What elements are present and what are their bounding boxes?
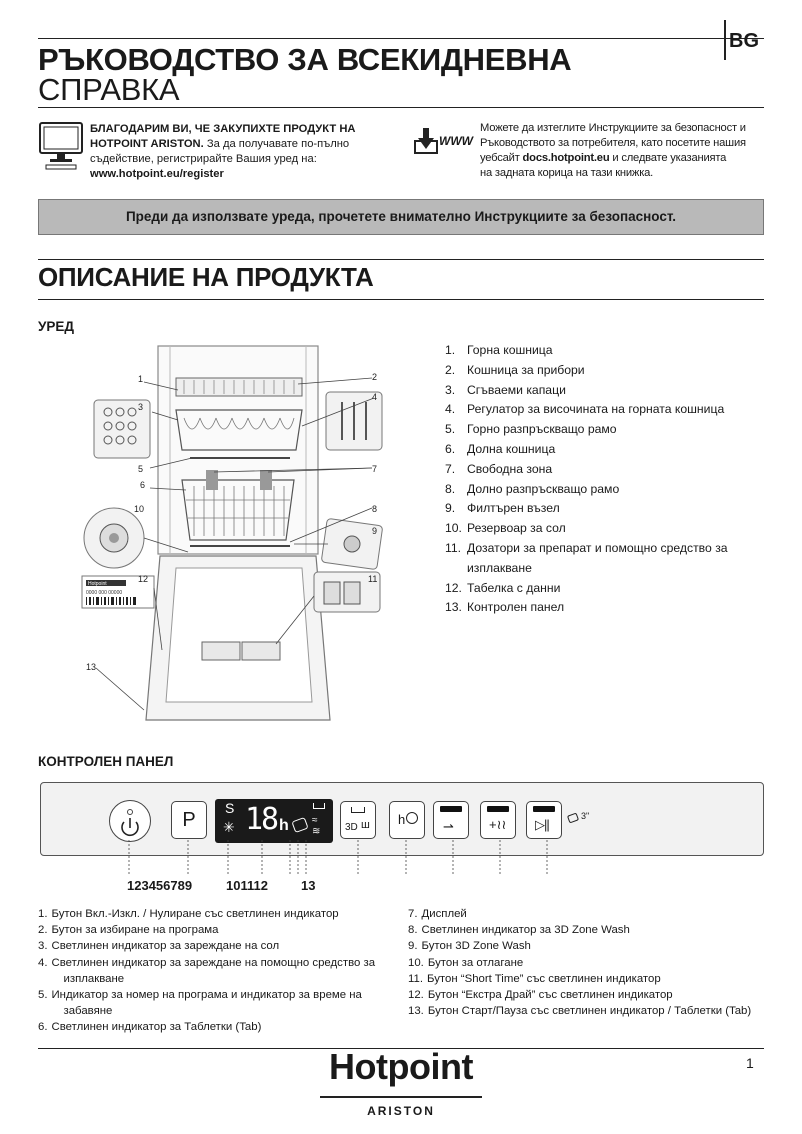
- legend-item-text: [422, 906, 467, 922]
- part-item-text: [467, 381, 747, 401]
- part-item-text: [467, 460, 747, 480]
- monitor-icon: [38, 121, 84, 176]
- legend-item-text: [52, 906, 339, 922]
- parts-list: [445, 341, 747, 618]
- tablet-indicator-icon: [291, 817, 308, 833]
- panel-numbers-group1: 123456789: [127, 878, 193, 893]
- hour-indicator: h: [279, 817, 289, 834]
- delay-button[interactable]: [389, 801, 425, 839]
- legend-item: [38, 955, 398, 987]
- legend-item-number: 1.: [38, 908, 48, 920]
- part-item-text-line1: Сгъваеми капаци: [467, 382, 566, 397]
- callout-2: 2: [372, 372, 378, 382]
- legend-item-text-line1: Бутон Старт/Пауза със светлинен индикатор / Таблетки (Tab): [427, 1005, 752, 1018]
- part-item-number: 2.: [445, 362, 456, 377]
- legend-item-number: 4.: [38, 956, 48, 969]
- part-item-text: [467, 480, 747, 500]
- legend-item: [38, 1019, 398, 1035]
- part-item-number: 13.: [445, 600, 462, 615]
- legend-item-text: [428, 987, 673, 1003]
- download-line2: Ръководството за потребителя, като посетите нашия: [480, 137, 746, 149]
- legend-item-text-line1: Светлинен индикатор за 3D Zone Wash: [421, 924, 630, 937]
- legend-item-text: [52, 955, 376, 987]
- short-time-button[interactable]: [433, 801, 469, 839]
- docs-url[interactable]: docs.hotpoint.eu: [522, 152, 610, 164]
- callout-6: 6: [140, 480, 146, 490]
- legend-item-text: [52, 938, 280, 954]
- part-item-text: [467, 598, 747, 618]
- short-time-led: [440, 806, 462, 812]
- legend-item-text: [52, 922, 219, 938]
- lang-divider: [724, 20, 726, 60]
- callout-4: 4: [372, 392, 378, 402]
- legend-item-text-line1: Бутон 3D Zone Wash: [421, 940, 531, 953]
- tab-small-icon: [567, 813, 579, 824]
- register-text: [90, 122, 390, 182]
- callout-13: 13: [86, 662, 97, 672]
- logo-underline: [320, 1096, 482, 1098]
- part-item: [445, 460, 747, 480]
- register-text2: съдействие, регистрирайте Вашия уред на:: [90, 153, 317, 165]
- language-code: BG: [729, 30, 759, 52]
- part-item-text-line1: Филтърен възел: [467, 501, 560, 516]
- legend-item-number: 6.: [38, 1021, 48, 1034]
- spray-icon: ш: [361, 819, 370, 831]
- part-item: [445, 539, 747, 579]
- safety-warning-banner: Преди да използвате уреда, прочетете внимателно Инструкциите за безопасност.: [38, 199, 764, 235]
- part-item-text: [467, 539, 747, 579]
- extra-dry-button[interactable]: [480, 801, 516, 839]
- display: [215, 799, 333, 843]
- register-bold1: БЛАГОДАРИМ ВИ, ЧЕ ЗАКУПИХТЕ ПРОДУКТ НА: [90, 123, 356, 135]
- legend-item-text: [52, 987, 362, 1019]
- appliance-heading: УРЕД: [38, 319, 75, 334]
- download-line3-post: и следвате указанията: [609, 152, 727, 164]
- part-item: [445, 598, 747, 618]
- extra-dry-led: [487, 806, 509, 812]
- page-title-line2: СПРАВКА: [38, 72, 180, 107]
- legend-item-text-line1: Бутон “Екстра Драй” със светлинен индикатор: [427, 989, 673, 1002]
- start-led: [533, 806, 555, 812]
- part-item-text: [467, 499, 747, 519]
- legend-item-number: 7.: [408, 908, 418, 920]
- start-pause-button[interactable]: [526, 801, 562, 839]
- title-rule: [38, 107, 764, 108]
- panel-numbers-group2: 101112: [226, 878, 268, 893]
- part-item-number: 5.: [445, 422, 456, 437]
- ariston-wordmark: ARISTON: [367, 1104, 435, 1118]
- legend-item: [408, 906, 768, 922]
- register-bold2: HOTPOINT ARISTON.: [90, 138, 204, 150]
- clock-icon: [406, 812, 418, 824]
- legend-item: [408, 938, 768, 954]
- legend-item-text-line2: изплакване: [63, 972, 125, 985]
- part-item-text-line1: Дозатори за препарат и помощно средство за изплакване: [467, 540, 728, 575]
- part-item-text: [467, 400, 747, 420]
- part-item-number: 6.: [445, 441, 456, 456]
- zone-wash-button[interactable]: [340, 801, 376, 839]
- part-item: [445, 579, 747, 599]
- callout-8: 8: [372, 504, 378, 514]
- delay-h-label: h: [398, 812, 406, 827]
- www-label: WWW: [439, 134, 473, 148]
- legend-item-text: [428, 1003, 751, 1019]
- part-item-number: 9.: [445, 501, 456, 516]
- legend-item: [38, 906, 398, 922]
- legend-item-text: [52, 1019, 262, 1035]
- legend-item: [408, 955, 768, 971]
- hotpoint-logo: Hotpoint: [329, 1046, 473, 1087]
- part-item-text: [467, 341, 747, 361]
- part-item: [445, 420, 747, 440]
- download-line1: Можете да изтеглите Инструкциите за безопасност и: [480, 122, 746, 134]
- part-item-text: [467, 579, 747, 599]
- legend-item-text-line1: Светлинен индикатор за Таблетки (Tab): [51, 1021, 262, 1034]
- part-item-text-line1: Свободна зона: [467, 461, 553, 476]
- legend-item-number: 9.: [408, 940, 418, 953]
- legend-item: [408, 971, 768, 987]
- legend-item-text-line1: Бутон за избиране на програма: [51, 924, 219, 937]
- legend-left: [38, 906, 398, 1036]
- legend-item-text: [428, 955, 523, 971]
- part-item: [445, 480, 747, 500]
- part-item: [445, 440, 747, 460]
- rinse-aid-icon: ✳: [223, 819, 235, 835]
- part-item-text-line1: Табелка с данни: [467, 580, 561, 595]
- power-button[interactable]: [109, 800, 151, 842]
- speed-icon: ⇀: [443, 819, 454, 834]
- part-item-text: [467, 519, 747, 539]
- part-item-text-line1: Горна кошница: [467, 343, 553, 357]
- part-item-text-line1: Горно разпръскващо рамо: [467, 422, 617, 437]
- part-item-number: 7.: [445, 461, 456, 476]
- part-item-text: [467, 420, 747, 440]
- part-item-text: [467, 440, 747, 460]
- download-www-icon: [414, 127, 476, 157]
- part-item: [445, 361, 747, 381]
- basket-icon: [351, 807, 365, 813]
- zone-label: 3D: [345, 822, 358, 833]
- part-item-number: 11.: [445, 540, 462, 555]
- download-line4: на задната корица на тази книжка.: [480, 167, 654, 179]
- callout-7: 7: [372, 464, 378, 474]
- rating-plate-brand: Hotpoint: [88, 581, 107, 587]
- callout-1: 1: [138, 374, 144, 384]
- section-title: ОПИСАНИЕ НА ПРОДУКТА: [38, 262, 374, 292]
- part-item: [445, 499, 747, 519]
- rating-plate-code: 0000 000 00000: [86, 590, 123, 596]
- legend-item: [38, 938, 398, 954]
- legend-item-number: 2.: [38, 924, 48, 937]
- part-item-number: 1.: [445, 343, 456, 357]
- shorttime-indicator-icon: ≈: [312, 815, 318, 826]
- control-panel-heading: КОНТРОЛЕН ПАНЕЛ: [38, 754, 174, 769]
- dishwasher-diagram: [80, 340, 420, 730]
- legend-item-text: [427, 971, 661, 987]
- part-item-text-line1: Контролен панел: [467, 600, 565, 615]
- legend-item-text: [422, 938, 531, 954]
- part-item: [445, 341, 747, 361]
- legend-item-text-line1: Бутон “Short Time” със светлинен индикатор: [427, 972, 661, 985]
- part-item-number: 12.: [445, 580, 462, 595]
- register-text1: За да получавате по-пълно: [203, 138, 350, 150]
- legend-item: [38, 987, 398, 1019]
- legend-item-text-line1: Бутон Вкл.-Изкл. / Нулиране със светлинен индикатор: [51, 908, 339, 920]
- tab-3-label: 3": [581, 811, 590, 821]
- panel-leader-lines: [0, 840, 802, 880]
- legend-item-text: [422, 922, 630, 938]
- part-item: [445, 381, 747, 401]
- part-item-number: 8.: [445, 481, 456, 496]
- callout-10: 10: [134, 504, 145, 514]
- play-pause-icon: ▷||: [535, 817, 549, 832]
- legend-item-number: 12.: [408, 989, 424, 1002]
- heat-icon: +≀≀: [489, 817, 507, 832]
- legend-item-text-line1: Индикатор за номер на програма и индикатор за време на: [51, 989, 362, 1002]
- section-rule-top: [38, 259, 764, 260]
- salt-indicator: S: [225, 800, 235, 816]
- legend-item: [408, 987, 768, 1003]
- power-icon: [109, 800, 151, 842]
- legend-item-number: 11.: [408, 972, 423, 985]
- download-line3-pre: уебсайт: [480, 152, 523, 164]
- page-title-line1: РЪКОВОДСТВО ЗА ВСЕКИДНЕВНА: [38, 42, 572, 77]
- part-item-text-line1: Долно разпръскващо рамо: [467, 481, 620, 496]
- extradry-indicator-icon: ≋: [312, 826, 321, 837]
- register-url[interactable]: www.hotpoint.eu/register: [90, 168, 224, 180]
- legend-item-text-line1: Бутон за отлагане: [427, 956, 524, 969]
- callout-12: 12: [138, 574, 149, 584]
- section-rule-bottom: [38, 299, 764, 300]
- part-item: [445, 400, 747, 420]
- legend-item-text-line1: Дисплей: [421, 908, 467, 920]
- legend-item: [38, 922, 398, 938]
- legend-item: [408, 1003, 768, 1019]
- legend-item-number: 5.: [38, 989, 48, 1002]
- top-rule: [38, 38, 764, 39]
- callout-3: 3: [138, 402, 144, 412]
- download-text: [480, 121, 770, 181]
- legend-item-number: 8.: [408, 924, 418, 937]
- part-item-number: 4.: [445, 402, 456, 417]
- legend-item-text-line1: Светлинен индикатор за зареждане на помощно средство за: [51, 956, 376, 969]
- part-item-text: [467, 361, 747, 381]
- panel-numbers-group3: 13: [301, 878, 316, 893]
- legend-item-number: 10.: [408, 956, 424, 969]
- callout-9: 9: [372, 526, 378, 536]
- part-item-text-line1: Кошница за прибори: [467, 362, 585, 377]
- legend-item-text-line1: Светлинен индикатор за зареждане на сол: [51, 940, 280, 953]
- legend-item-text-line2: забавяне: [63, 1005, 113, 1018]
- part-item-text-line1: Долна кошница: [467, 441, 556, 456]
- callout-5: 5: [138, 464, 144, 474]
- legend-item: [408, 922, 768, 938]
- program-number-display: 18: [245, 802, 278, 837]
- callout-11: 11: [368, 574, 378, 584]
- page-number: 1: [746, 1055, 754, 1071]
- part-item-number: 3.: [445, 382, 456, 397]
- part-item-text-line1: Регулатор за височината на горната кошница: [467, 402, 725, 417]
- legend-item-number: 13.: [408, 1005, 424, 1018]
- part-item-text-line1: Резервоар за сол: [467, 521, 566, 536]
- legend-item-number: 3.: [38, 940, 48, 953]
- part-item: [445, 519, 747, 539]
- part-item-number: 10.: [445, 521, 462, 536]
- legend-right: [408, 906, 768, 1019]
- program-button[interactable]: P: [171, 801, 207, 839]
- zone-indicator-icon: [313, 803, 325, 809]
